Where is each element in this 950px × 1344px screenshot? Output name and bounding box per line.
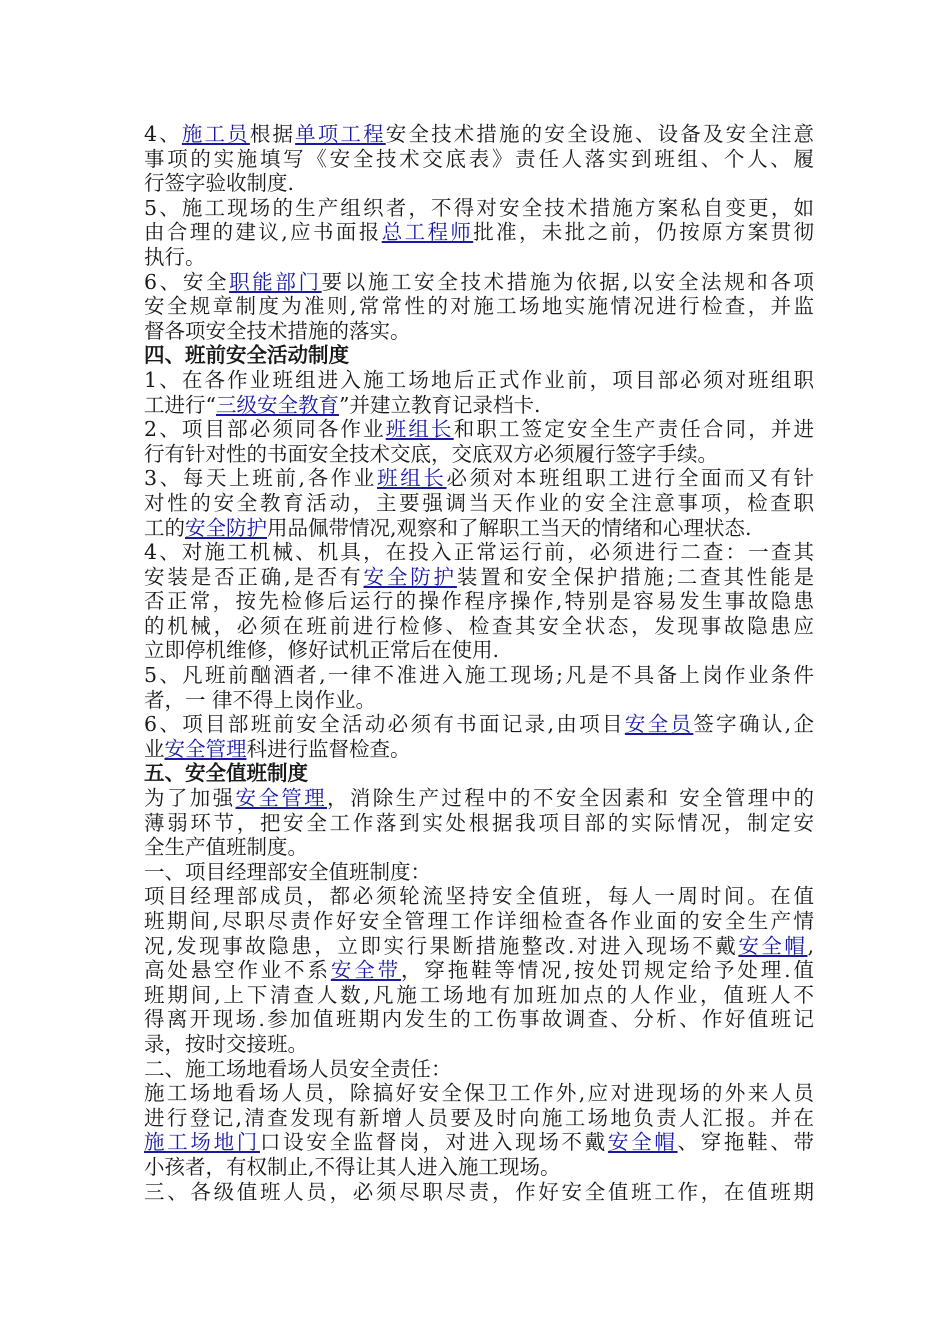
keyword-link[interactable]: 总工程师: [381, 220, 474, 245]
text-line: [144, 884, 814, 909]
text-line: [144, 393, 814, 418]
text-line: [144, 245, 814, 270]
text-segment: 小孩者，有权制止,不得让其人进入施工现场。: [144, 1154, 561, 1179]
keyword-link[interactable]: 安全防护: [363, 564, 457, 589]
text-segment: 5、施工现场的生产组织者，不得对安全技术措施方案私自变更，如: [144, 195, 814, 220]
text-segment: 况,发现事故隐患，立即实行果断措施整改.对进入现场不戴: [144, 933, 739, 958]
text-segment: 二、施工场地看场人员安全责任：: [144, 1056, 452, 1081]
keyword-link[interactable]: 单项工程: [295, 122, 386, 146]
text-line: [144, 442, 814, 467]
text-segment: 事项的实施填写《安全技术交底表》责任人落实到班组、个人、履: [144, 146, 814, 171]
text-line: [144, 196, 814, 221]
text-segment: 三、各级值班人员，必须尽职尽责，作好安全值班工作，在值班期: [144, 1179, 814, 1204]
text-segment: 签字确认,企: [693, 712, 814, 737]
text-segment: 得离开现场.参加值班期内发生的工伤事故调查、分析、作好值班记: [144, 1007, 814, 1032]
keyword-link[interactable]: 班组长: [385, 417, 454, 442]
text-segment: 施工场地看场人员，除搞好安全保卫工作外,应对进现场的外来人员: [144, 1081, 814, 1106]
text-segment: 业: [144, 736, 165, 761]
text-segment: 6、安全: [144, 269, 230, 294]
keyword-link[interactable]: 安全帽: [738, 933, 808, 958]
text-segment: 由合理的建议,应书面报: [144, 220, 382, 245]
text-line: [144, 466, 814, 491]
text-segment: 行有针对性的书面安全技术交底，交底双方必须履行签字手续。: [144, 441, 718, 466]
text-segment: 口设安全监督岗，对进入现场不戴: [259, 1130, 608, 1155]
text-line: [144, 270, 814, 295]
text-line: [144, 983, 814, 1008]
text-segment: 录，按时交接班。: [144, 1031, 308, 1056]
text-segment: 四、班前安全活动制度: [144, 343, 349, 368]
keyword-link[interactable]: 施工员: [181, 122, 250, 146]
keyword-link[interactable]: 职能部门: [229, 269, 322, 294]
text-line: [144, 1106, 814, 1131]
keyword-link[interactable]: 施工场地门: [144, 1130, 260, 1155]
text-segment: 和职工签定安全生产责任合同，并进: [453, 417, 815, 442]
text-segment: 一、项目经理部安全值班制度：: [144, 859, 431, 884]
text-line: [144, 171, 814, 196]
text-segment: 立即停机维修，修好试机正常后在使用.: [144, 638, 500, 663]
keyword-link[interactable]: 班组长: [377, 466, 447, 491]
keyword-link[interactable]: 安全防护: [185, 515, 267, 540]
keyword-link[interactable]: 三级安全教育: [215, 392, 339, 417]
text-line: [144, 638, 814, 663]
text-segment: 的机械，必须在班前进行检修、检查其安全状态，发现事故隐患应: [144, 613, 814, 638]
text-line: [144, 122, 814, 147]
text-line: [144, 565, 814, 590]
section-heading: [144, 761, 814, 786]
text-segment: 6、项目部班前安全活动必须有书面记录,由项目: [144, 712, 625, 737]
text-segment: 全生产值班制度。: [144, 835, 308, 860]
text-line: [144, 614, 814, 639]
text-line: [144, 1081, 814, 1106]
text-segment: ，穿拖鞋等情况,按处罚规定给予处理.值: [400, 958, 815, 983]
text-line: [144, 319, 814, 344]
text-line: [144, 712, 814, 737]
text-line: [144, 1180, 814, 1205]
text-segment: ”并建立教育记录档卡.: [338, 392, 541, 417]
keyword-link[interactable]: 安全管理: [164, 736, 247, 761]
text-segment: 工的: [144, 515, 185, 540]
text-segment: 项目经理部成员，都必须轮流坚持安全值班，每人一周时间。在值: [144, 884, 814, 909]
text-segment: ，消除生产过程中的不安全因素和 安全管理中的: [327, 786, 815, 811]
text-segment: 工进行“: [144, 392, 216, 417]
text-line: [144, 294, 814, 319]
document-body: [144, 122, 814, 1204]
text-segment: 进行登记,清查发现有新增人员要及时向施工场地负责人汇报。并在: [144, 1105, 814, 1130]
text-segment: 行签字验收制度.: [144, 171, 295, 196]
text-line: [144, 147, 814, 172]
text-line: [144, 811, 814, 836]
text-line: [144, 417, 814, 442]
text-line: [144, 663, 814, 688]
text-line: [144, 835, 814, 860]
text-line: [144, 220, 814, 245]
text-segment: 要以施工安全技术措施为依据,以安全法规和各项: [321, 269, 815, 294]
text-line: [144, 1057, 814, 1082]
text-segment: 五、安全值班制度: [144, 761, 308, 786]
text-segment: 1、在各作业班组进入施工场地后正式作业前，项目部必须对班组职: [144, 367, 814, 392]
text-segment: 薄弱环节，把安全工作落到实处根据我项目部的实际情况，制定安: [144, 810, 814, 835]
text-line: [144, 688, 814, 713]
text-line: [144, 516, 814, 541]
text-segment: 对性的安全教育活动，主要强调当天作业的安全注意事项，检查职: [144, 490, 814, 515]
keyword-link[interactable]: 安全员: [624, 712, 694, 737]
text-line: [144, 1130, 814, 1155]
text-segment: 者，一 律不得上岗作业。: [144, 687, 377, 712]
text-segment: 装置和安全保护措施;二查其性能是: [456, 564, 815, 589]
text-segment: 5、凡班前酗酒者,一律不准进入施工现场;凡是不具备上岗作业条件: [144, 663, 814, 688]
text-segment: 班期间,上下清查人数,凡施工场地有加班加点的人作业，值班人不: [144, 982, 814, 1007]
text-line: [144, 589, 814, 614]
text-line: [144, 1032, 814, 1057]
text-line: [144, 1007, 814, 1032]
text-line: [144, 909, 814, 934]
text-line: [144, 958, 814, 983]
text-segment: 必须对本班组职工进行全面而又有针: [446, 466, 815, 491]
text-segment: 4、对施工机械、机具，在投入正常运行前，必须进行二查：一查其: [144, 540, 814, 565]
text-segment: 执行。: [144, 244, 206, 269]
text-segment: 科进行监督检查。: [246, 736, 411, 761]
text-line: [144, 491, 814, 516]
text-segment: 安全技术措施的安全设施、设备及安全注意: [385, 122, 815, 146]
keyword-link[interactable]: 安全带: [330, 958, 401, 983]
text-segment: 高处悬空作业不系: [144, 958, 331, 983]
text-line: [144, 786, 814, 811]
text-segment: 用品佩带情况,观察和了解职工当天的情绪和心理状态.: [267, 515, 752, 540]
keyword-link[interactable]: 安全帽: [607, 1130, 678, 1155]
text-segment: 根据: [249, 122, 296, 146]
keyword-link[interactable]: 安全管理: [235, 786, 328, 811]
text-segment: 否正常，按先检修后运行的操作程序操作,特别是容易发生事故隐患: [144, 589, 814, 614]
text-line: [144, 860, 814, 885]
text-segment: 班期间,尽职尽责作好安全管理工作详细检查各作业面的安全生产情: [144, 909, 814, 933]
text-line: [144, 1155, 814, 1180]
text-segment: 4、: [144, 122, 182, 146]
text-segment: ,: [807, 933, 815, 958]
text-segment: 2、项目部必须同各作业: [144, 417, 386, 442]
text-line: [144, 368, 814, 393]
text-segment: 3、每天上班前,各作业: [144, 466, 378, 491]
text-segment: 为了加强: [144, 786, 236, 811]
text-segment: 督各项安全技术措施的落实。: [144, 318, 411, 343]
text-segment: 批准，未批之前，仍按原方案贯彻: [473, 220, 814, 245]
text-segment: 安全规章制度为准则,常常性的对施工场地实施情况进行检查，并监: [144, 294, 814, 319]
text-segment: 、穿拖鞋、带: [677, 1130, 815, 1155]
text-segment: 安装是否正确,是否有: [144, 564, 364, 589]
section-heading: [144, 343, 814, 368]
text-line: [144, 737, 814, 762]
text-line: [144, 540, 814, 565]
text-line: [144, 934, 814, 959]
